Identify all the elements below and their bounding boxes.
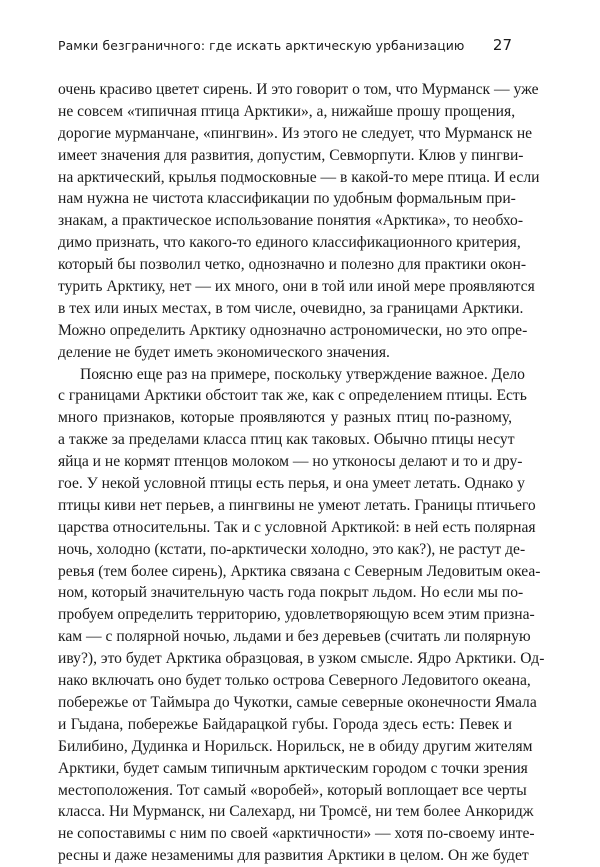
text-line: имеет значения для развития, допустим, Севморпути. Клюв у пингви- bbox=[58, 146, 524, 164]
paragraph bbox=[58, 79, 540, 364]
text-line: царства относительны. Так и с условной Арктикой: в ней есть полярная bbox=[58, 518, 536, 536]
text-line: нако включать оно будет только острова Северного Ледовитого океана, bbox=[58, 672, 531, 690]
running-head: Рамки безграничного: где искать арктическую урбанизацию bbox=[58, 38, 465, 53]
text-line: нам нужна не чистота классификации по удобным формальным при- bbox=[58, 190, 516, 208]
body-text bbox=[58, 79, 545, 867]
page-header bbox=[58, 38, 512, 58]
text-line: класса. Ни Мурманск, ни Салехард, ни Тромсё, ни тем более Анкоридж bbox=[58, 803, 534, 821]
text-line: пробуем определить территорию, удовлетворяющую всем этим призна- bbox=[58, 606, 535, 624]
text-line: который бы позволил четко, однозначно и полезно для практики окон- bbox=[58, 256, 527, 274]
text-line: иву?), это будет Арктика образцовая, в узком смысле. Ядро Арктики. Од- bbox=[58, 650, 545, 668]
text-line: Арктики, будет самым типичным арктическим городом с точки зрения bbox=[58, 759, 528, 777]
text-line: яйца и не кормят птенцов молоком — но утконосы делают и то и дру- bbox=[58, 453, 523, 471]
page-number: 27 bbox=[492, 36, 512, 54]
text-line: с границами Арктики обстоит так же, как с определением птицы. Есть bbox=[58, 387, 527, 405]
text-line: не совсем «типичная птица Арктики», а, нижайше прошу прощения, bbox=[58, 102, 516, 120]
text-line: и Гыдана, побережье Байдарацкой губы. Города здесь есть: Певек и bbox=[58, 715, 512, 733]
paragraph bbox=[58, 364, 545, 867]
text-line: не сопоставимы с ним по своей «арктичности» — хотя по-своему инте- bbox=[58, 825, 535, 843]
text-line: ревья (тем более сирень), Арктика связана с Северным Ледовитым океа- bbox=[58, 562, 541, 580]
text-line: очень красиво цветет сирень. И это говорит о том, что Мурманск — уже bbox=[58, 81, 539, 98]
text-line: турить Арктику, нет — их много, они в той или иной мере проявляются bbox=[58, 278, 535, 296]
text-line: ресны и даже незаменимы для развития Арктики в целом. Он же будет bbox=[58, 847, 529, 865]
text-line: на арктический, крылья подмосковные — в какой-то мере птица. И если bbox=[58, 168, 540, 186]
text-line: Поясню еще раз на примере, поскольку утверждение важное. Дело bbox=[80, 365, 525, 383]
text-line: а также за пределами класса птиц как таковых. Обычно птицы несут bbox=[58, 431, 515, 449]
text-line: в тех или иных местах, в том числе, очевидно, за границами Арктики. bbox=[58, 299, 524, 317]
text-line: Билибино, Дудинка и Норильск. Норильск, не в обиду другим жителям bbox=[58, 737, 533, 755]
text-line: димо признать, что какого-то единого классификационного критерия, bbox=[58, 234, 521, 252]
text-line: гое. У некой условной птицы есть перья, и она умеет летать. Однако у bbox=[58, 475, 525, 493]
text-line: ном, который значительную часть года покрыт льдом. Но если мы по- bbox=[58, 584, 524, 602]
text-line: деление не будет иметь экономического значения. bbox=[58, 343, 390, 361]
text-line: птицы киви нет перьев, а пингвины не умеют летать. Границы птичьего bbox=[58, 496, 536, 514]
text-line: много признаков, которые проявляются у разных птиц по-разному, bbox=[58, 409, 512, 427]
text-line: кам — с полярной ночью, льдами и без деревьев (считать ли полярную bbox=[58, 628, 531, 646]
text-line: местоположения. Тот самый «воробей», который воплощает все черты bbox=[58, 781, 527, 799]
text-line: побережье от Таймыра до Чукотки, самые северные оконечности Ямала bbox=[58, 693, 537, 711]
text-line: дорогие мурманчане, «пингвин». Из этого не следует, что Мурманск не bbox=[58, 124, 533, 142]
text-line: знакам, а практическое использование понятия «Арктика», то необхо- bbox=[58, 212, 524, 230]
text-line: Можно определить Арктику однозначно астрономически, но это опре- bbox=[58, 321, 528, 339]
text-line: ночь, холодно (кстати, по-арктически холодно, это как?), не растут де- bbox=[58, 540, 526, 558]
